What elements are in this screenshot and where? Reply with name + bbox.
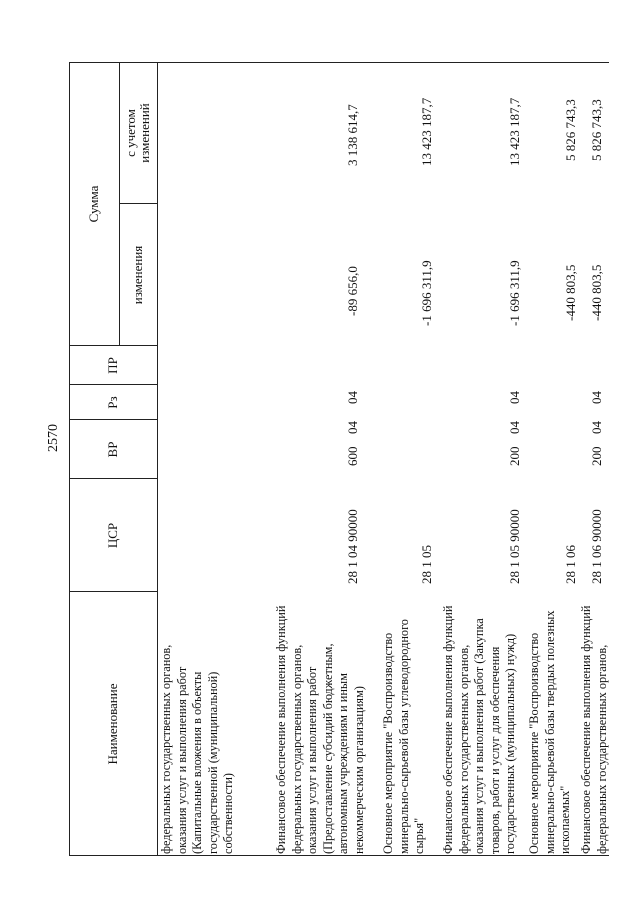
row-name-line: государственной (муниципальной) (205, 671, 220, 854)
row-name-line: Финансовое обеспечение выполнения функций (579, 605, 593, 854)
row-name-line: сырья" (412, 817, 427, 854)
row-total: 13 423 187,7 (419, 97, 434, 166)
row-csr: 28 1 04 90000 (345, 509, 360, 584)
row-change: -1 696 311,9 (419, 260, 434, 326)
row-name-line: товаров, работ и услуг для обеспечения (487, 646, 502, 854)
row-name-line: минерально-сырьевой базы углеводородного (396, 619, 411, 854)
header-rz: Рз (105, 396, 120, 409)
row-change: -1 696 311,9 (507, 260, 522, 326)
header-with-changes-line2: изменений (137, 103, 152, 163)
row-total: 5 826 743,3 (563, 99, 578, 161)
row-name-line: минерально-сырьевой базы твердых полезных (542, 610, 557, 854)
row-name-line: Основное мероприятие "Воспроизводство (527, 632, 541, 854)
row-name-line: Финансовое обеспечение выполнения функций (441, 605, 455, 854)
row-csr: 28 1 05 (419, 545, 434, 584)
row-csr: 28 1 06 (563, 545, 578, 584)
row-name (527, 592, 574, 856)
row-csr: 28 1 06 90000 (589, 509, 604, 584)
row-total: 5 826 743,3 (589, 99, 604, 161)
budget-table (69, 62, 609, 856)
row-name-line: оказания услуг и выполнения работ (305, 666, 320, 854)
page-number: 2570 (46, 424, 61, 452)
row-rz: 04 (507, 421, 522, 434)
row-vr: 200 (507, 446, 522, 466)
row-name-line: (Капитальные вложения в объекты (190, 671, 205, 854)
row-csr: 28 1 05 90000 (507, 509, 522, 584)
row-name-line: государственных (муниципальных) нужд) (503, 633, 518, 854)
row-name-line: Основное мероприятие "Воспроизводство (381, 632, 395, 854)
row-rz: 04 (345, 421, 360, 434)
row-total: 3 138 614,7 (345, 104, 360, 166)
header-csr: ЦСР (105, 522, 120, 549)
row-name (274, 592, 368, 856)
row-total: 13 423 187,7 (507, 97, 522, 166)
row-name-line: федеральных государственных органов, (289, 644, 304, 854)
row-change: -89 656,0 (345, 266, 360, 316)
row-name-line: собственности) (221, 772, 236, 854)
row-name-line: оказания услуг и выполнения работ (174, 666, 189, 854)
header-sum: Сумма (86, 185, 101, 223)
header-with-changes-line1: с учетом (123, 109, 138, 157)
row-pr: 04 (345, 391, 360, 404)
row-name-line: федеральных государственных органов, (159, 644, 173, 854)
row-name (159, 592, 237, 856)
row-change: -440 803,5 (589, 264, 604, 321)
row-vr: 200 (589, 446, 604, 466)
row-change: -440 803,5 (563, 264, 578, 321)
row-name-line: (Предоставление субсидий бюджетным, (320, 643, 335, 854)
row-name (441, 592, 519, 856)
row-rz: 04 (589, 421, 604, 434)
row-pr: 04 (589, 391, 604, 404)
row-name-line: федеральных государственных органов, (456, 644, 471, 854)
row-name (381, 592, 428, 856)
row-name-line: федеральных государственных органов, (594, 644, 609, 854)
header-changes: изменения (130, 245, 145, 305)
header-with-changes (119, 62, 157, 204)
row-name-line: автономным учреждениям и иным (336, 673, 351, 854)
header-pr: ПР (105, 357, 120, 374)
header-name: Наименование (105, 683, 120, 765)
row-name (579, 592, 610, 856)
row-name-line: ископаемых" (558, 785, 573, 854)
row-name-line: некоммерческим организациям) (351, 686, 366, 854)
header-vr: ВР (105, 441, 120, 458)
row-pr: 04 (507, 391, 522, 404)
row-vr: 600 (345, 446, 360, 466)
row-name-line: оказания услуг и выполнения работ (Закупка (472, 618, 487, 854)
row-name-line: Финансовое обеспечение выполнения функций (274, 605, 288, 854)
